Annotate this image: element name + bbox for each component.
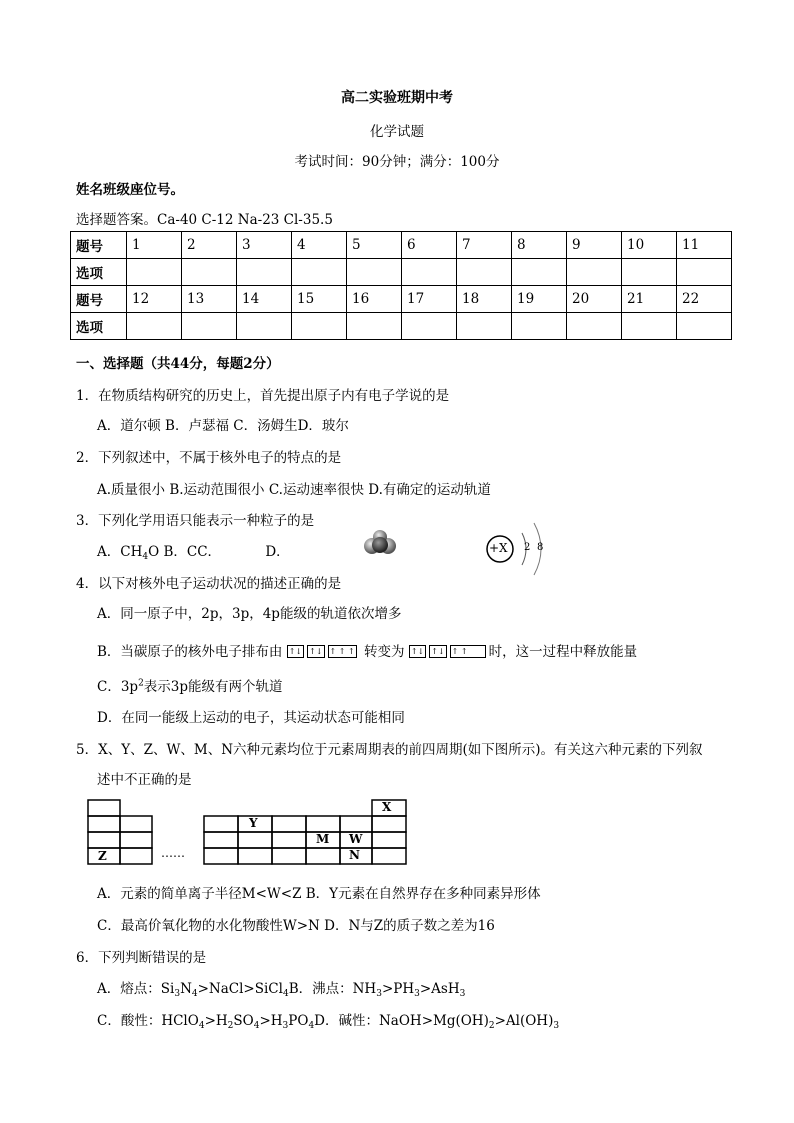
- answer-note: 选择题答案。Ca-40 C-12 Na-23 Cl-35.5: [76, 212, 333, 228]
- q6-option-a-text: >NaCl>SiCl: [197, 981, 283, 997]
- nucleus-label: +X: [489, 541, 508, 555]
- q3-stem: 3．下列化学用语只能表示一种粒子的是: [76, 513, 315, 529]
- q4-option-b-pre: B．当碳原子的核外电子排布由: [97, 644, 283, 660]
- answer-cell[interactable]: [182, 313, 237, 340]
- periodic-table-diagram: [86, 798, 416, 868]
- page-title: 高二实验班期中考: [341, 90, 453, 106]
- element-n-label: N: [349, 848, 360, 862]
- answer-cell[interactable]: [512, 259, 567, 286]
- q1-stem: 1．在物质结构研究的历史上，首先提出原子内有电子学说的是: [76, 388, 450, 404]
- question-number-cell: 5: [347, 232, 402, 259]
- molecule-model-icon: [360, 528, 400, 558]
- superscript: 2: [138, 678, 144, 689]
- answer-cell[interactable]: [457, 313, 512, 340]
- answer-header: 选项: [71, 313, 127, 340]
- q2-options: A.质量很小 B.运动范围很小 C.运动速率很快 D.有确定的运动轨道: [97, 482, 491, 498]
- q6-option-c-text: C．酸性：HClO: [97, 1013, 199, 1029]
- q6-option-c-text: >H: [259, 1013, 283, 1029]
- question-number-cell: 4: [292, 232, 347, 259]
- question-number-cell: 18: [457, 286, 512, 313]
- q4-option-c: [97, 675, 283, 695]
- subscript: 3: [174, 989, 181, 999]
- q3-options: [97, 540, 290, 562]
- question-number-cell: 22: [677, 286, 732, 313]
- question-number-cell: 10: [622, 232, 677, 259]
- answer-cell[interactable]: [292, 313, 347, 340]
- q6-options-cd: [97, 1009, 559, 1031]
- q5-options-ab: A．元素的简单离子半径M<W<Z B．Y元素在自然界存在多种同素异形体: [97, 886, 541, 902]
- q3-option-d: D．: [265, 544, 290, 560]
- answer-cell[interactable]: [347, 259, 402, 286]
- answer-cell[interactable]: [237, 313, 292, 340]
- q6-option-c-text: SO: [233, 1013, 254, 1029]
- q4-option-c-post: 表示3p能级有两个轨道: [143, 679, 283, 695]
- question-number-header: 题号: [71, 286, 127, 313]
- question-number-cell: 6: [402, 232, 457, 259]
- answer-cell[interactable]: [127, 313, 182, 340]
- q6-option-a-text: A．熔点：Si: [97, 981, 175, 997]
- q3-option-bc: O B．CC．: [148, 544, 222, 560]
- answer-header: 选项: [71, 259, 127, 286]
- question-number-cell: 12: [127, 286, 182, 313]
- orbital-box: ↑↓: [431, 647, 445, 656]
- question-number-header: 题号: [71, 232, 127, 259]
- subscript: 4: [198, 1021, 205, 1031]
- table-row: [71, 232, 732, 259]
- element-w-label: W: [349, 832, 363, 846]
- question-number-cell: 1: [127, 232, 182, 259]
- q4-option-a: A．同一原子中，2p，3p，4p能级的轨道依次增多: [97, 606, 402, 622]
- subscript: 4: [191, 989, 198, 999]
- answer-cell[interactable]: [457, 259, 512, 286]
- q6-option-c-text: >H: [204, 1013, 228, 1029]
- answer-cell[interactable]: [567, 313, 622, 340]
- answer-cell[interactable]: [512, 313, 567, 340]
- question-number-cell: 20: [567, 286, 622, 313]
- q6-options-ab: [97, 977, 465, 999]
- answer-cell[interactable]: [677, 313, 732, 340]
- q4-option-b-mid: 转变为: [364, 644, 405, 660]
- q3-option-a: A．CH: [97, 544, 143, 560]
- orbital-box: ↑ ↑ ↑: [329, 647, 355, 656]
- question-number-cell: 19: [512, 286, 567, 313]
- answer-cell[interactable]: [622, 313, 677, 340]
- subscript: 2: [488, 1021, 495, 1031]
- subject-title: 化学试题: [370, 124, 424, 140]
- subscript: 3: [282, 1021, 289, 1031]
- answer-cell[interactable]: [237, 259, 292, 286]
- table-gap-dots: ……: [161, 846, 185, 860]
- subscript: 4: [253, 1021, 260, 1031]
- element-z-label: Z: [98, 849, 107, 863]
- table-row: [71, 259, 732, 286]
- subscript: 3: [376, 989, 382, 999]
- question-number-cell: 11: [677, 232, 732, 259]
- q4-option-b-post: 时，这一过程中释放能量: [488, 644, 638, 660]
- subscript: 3: [414, 989, 420, 999]
- q1-options: A．道尔顿 B．卢瑟福 C．汤姆生D．玻尔: [97, 418, 349, 434]
- subscript: 3: [459, 989, 466, 999]
- answer-cell[interactable]: [182, 259, 237, 286]
- orbital-box: ↑↓: [288, 647, 303, 656]
- subscript: 4: [142, 552, 149, 562]
- question-number-cell: 21: [622, 286, 677, 313]
- answer-cell[interactable]: [567, 259, 622, 286]
- q6-option-b-text: >PH: [381, 981, 415, 997]
- shell-1-count: 2: [524, 542, 531, 553]
- question-number-cell: 9: [567, 232, 622, 259]
- question-number-cell: 13: [182, 286, 237, 313]
- q5-stem-line2: 述中不正确的是: [97, 772, 192, 788]
- q6-option-b-text: B．沸点：NH: [288, 981, 377, 997]
- subscript: 4: [282, 989, 289, 999]
- answer-cell[interactable]: [127, 259, 182, 286]
- q6-option-d-text: D．碱性：NaOH>Mg(OH): [314, 1013, 489, 1029]
- student-info: 姓名班级座位号。: [76, 182, 184, 198]
- orbital-box: ↑↓: [309, 647, 323, 656]
- element-m-label: M: [316, 832, 330, 846]
- answer-cell[interactable]: [677, 259, 732, 286]
- element-y-label: Y: [249, 816, 258, 830]
- exam-info: 考试时间：90分钟；满分：100分: [294, 154, 500, 170]
- q6-stem: 6．下列判断错误的是: [76, 950, 207, 966]
- table-row: [71, 286, 732, 313]
- table-row: [71, 313, 732, 340]
- section-heading: 一、选择题（共44分，每题2分）: [76, 356, 280, 372]
- answer-cell[interactable]: [347, 313, 402, 340]
- q6-option-a-text: N: [180, 981, 192, 997]
- q6-option-d-text: >Al(OH): [494, 1013, 554, 1029]
- q5-options-cd: C．最高价氧化物的水化物酸性W>N D．N与Z的质子数之差为16: [97, 918, 495, 934]
- orbital-box: ↑ ↑: [450, 645, 486, 658]
- subscript: 4: [308, 1021, 315, 1031]
- subscript: 2: [227, 1021, 234, 1031]
- q6-option-c-text: PO: [288, 1013, 309, 1029]
- q6-option-b-text: >AsH: [419, 981, 460, 997]
- subscript: 3: [553, 1021, 560, 1031]
- question-number-cell: 14: [237, 286, 292, 313]
- answer-cell[interactable]: [292, 259, 347, 286]
- question-number-cell: 7: [457, 232, 512, 259]
- answer-cell[interactable]: [402, 259, 457, 286]
- question-number-cell: 17: [402, 286, 457, 313]
- answer-cell[interactable]: [402, 313, 457, 340]
- q4-option-d: D．在同一能级上运动的电子，其运动状态可能相同: [97, 710, 405, 726]
- question-number-cell: 16: [347, 286, 402, 313]
- q4-stem: 4．以下对核外电子运动状况的描述正确的是: [76, 576, 342, 592]
- answer-table: [70, 231, 732, 340]
- answer-cell[interactable]: [622, 259, 677, 286]
- q5-stem-line1: 5．X、Y、Z、W、M、N六种元素均位于元素周期表的前四周期(如下图所示)。有关这六种元素的下列叙: [76, 742, 703, 758]
- orbital-box: ↑↓: [410, 647, 425, 656]
- question-number-cell: 15: [292, 286, 347, 313]
- question-number-cell: 3: [237, 232, 292, 259]
- shell-2-count: 8: [537, 542, 544, 553]
- question-number-cell: 2: [182, 232, 237, 259]
- q2-stem: 2．下列叙述中，不属于核外电子的特点的是: [76, 450, 342, 466]
- element-x-label: X: [382, 800, 392, 814]
- q4-option-c-pre: C．3p: [97, 679, 139, 695]
- question-number-cell: 8: [512, 232, 567, 259]
- q4-option-b: [97, 640, 637, 660]
